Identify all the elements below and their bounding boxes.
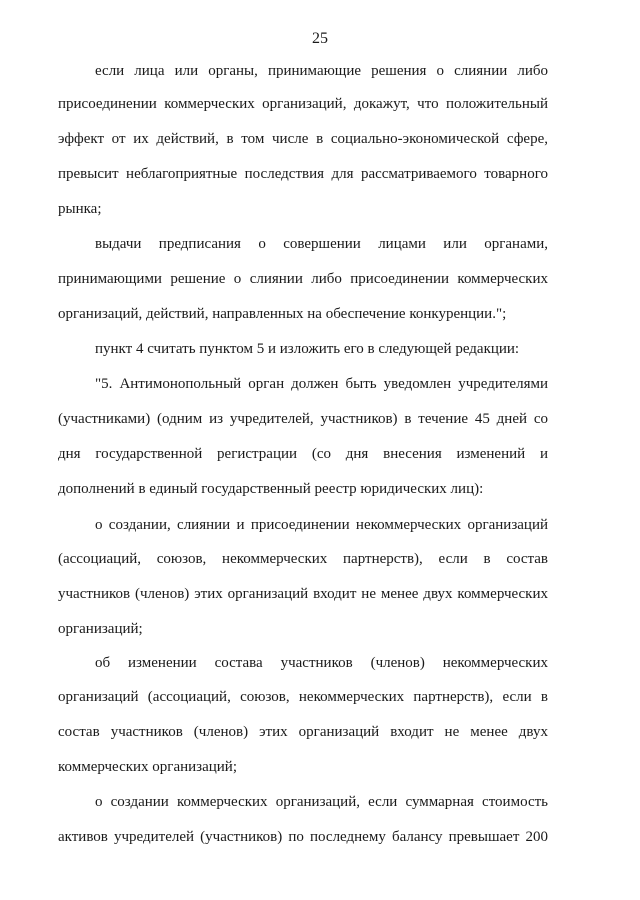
text-line: организаций, действий, направленных на обеспечение конкуренции."; [58, 306, 507, 322]
text-line: о создании, слиянии и присоединении некоммерческих организаций [95, 517, 548, 533]
page-number: 25 [312, 30, 328, 47]
text-line: дня государственной регистрации (со дня внесения изменений и [58, 446, 548, 462]
text-line: принимающими решение о слиянии либо присоединении коммерческих [58, 271, 548, 287]
text-line: организаций; [58, 621, 143, 637]
text-line: о создании коммерческих организаций, если суммарная стоимость [95, 794, 548, 810]
text-line: об изменении состава участников (членов) некоммерческих [95, 655, 548, 671]
text-line: состав участников (членов) этих организаций входит не менее двух [58, 724, 548, 740]
text-line: организаций (ассоциаций, союзов, некоммерческих партнерств), если в [58, 689, 548, 705]
text-line: выдачи предписания о совершении лицами или органами, [95, 236, 548, 252]
text-line: пункт 4 считать пунктом 5 и изложить его в следующей редакции: [95, 341, 520, 357]
text-line: (участниками) (одним из учредителей, участников) в течение 45 дней со [58, 411, 548, 427]
text-line: "5. Антимонопольный орган должен быть уведомлен учредителями [95, 376, 548, 392]
text-line: если лица или органы, принимающие решения о слиянии либо [95, 63, 548, 79]
text-line: (ассоциаций, союзов, некоммерческих партнерств), если в состав [58, 551, 548, 567]
text-line: коммерческих организаций; [58, 759, 238, 775]
text-line: дополнений в единый государственный реестр юридических лиц): [58, 481, 484, 497]
text-line: участников (членов) этих организаций входит не менее двух коммерческих [58, 586, 548, 602]
text-line: присоединении коммерческих организаций, докажут, что положительный [58, 96, 548, 112]
text-line: превысит неблагоприятные последствия для рассматриваемого товарного [58, 166, 548, 182]
text-line: рынка; [58, 201, 102, 217]
text-line: активов учредителей (участников) по последнему балансу превышает 200 [58, 829, 548, 845]
text-line: эффект от их действий, в том числе в социально-экономической сфере, [58, 131, 548, 147]
